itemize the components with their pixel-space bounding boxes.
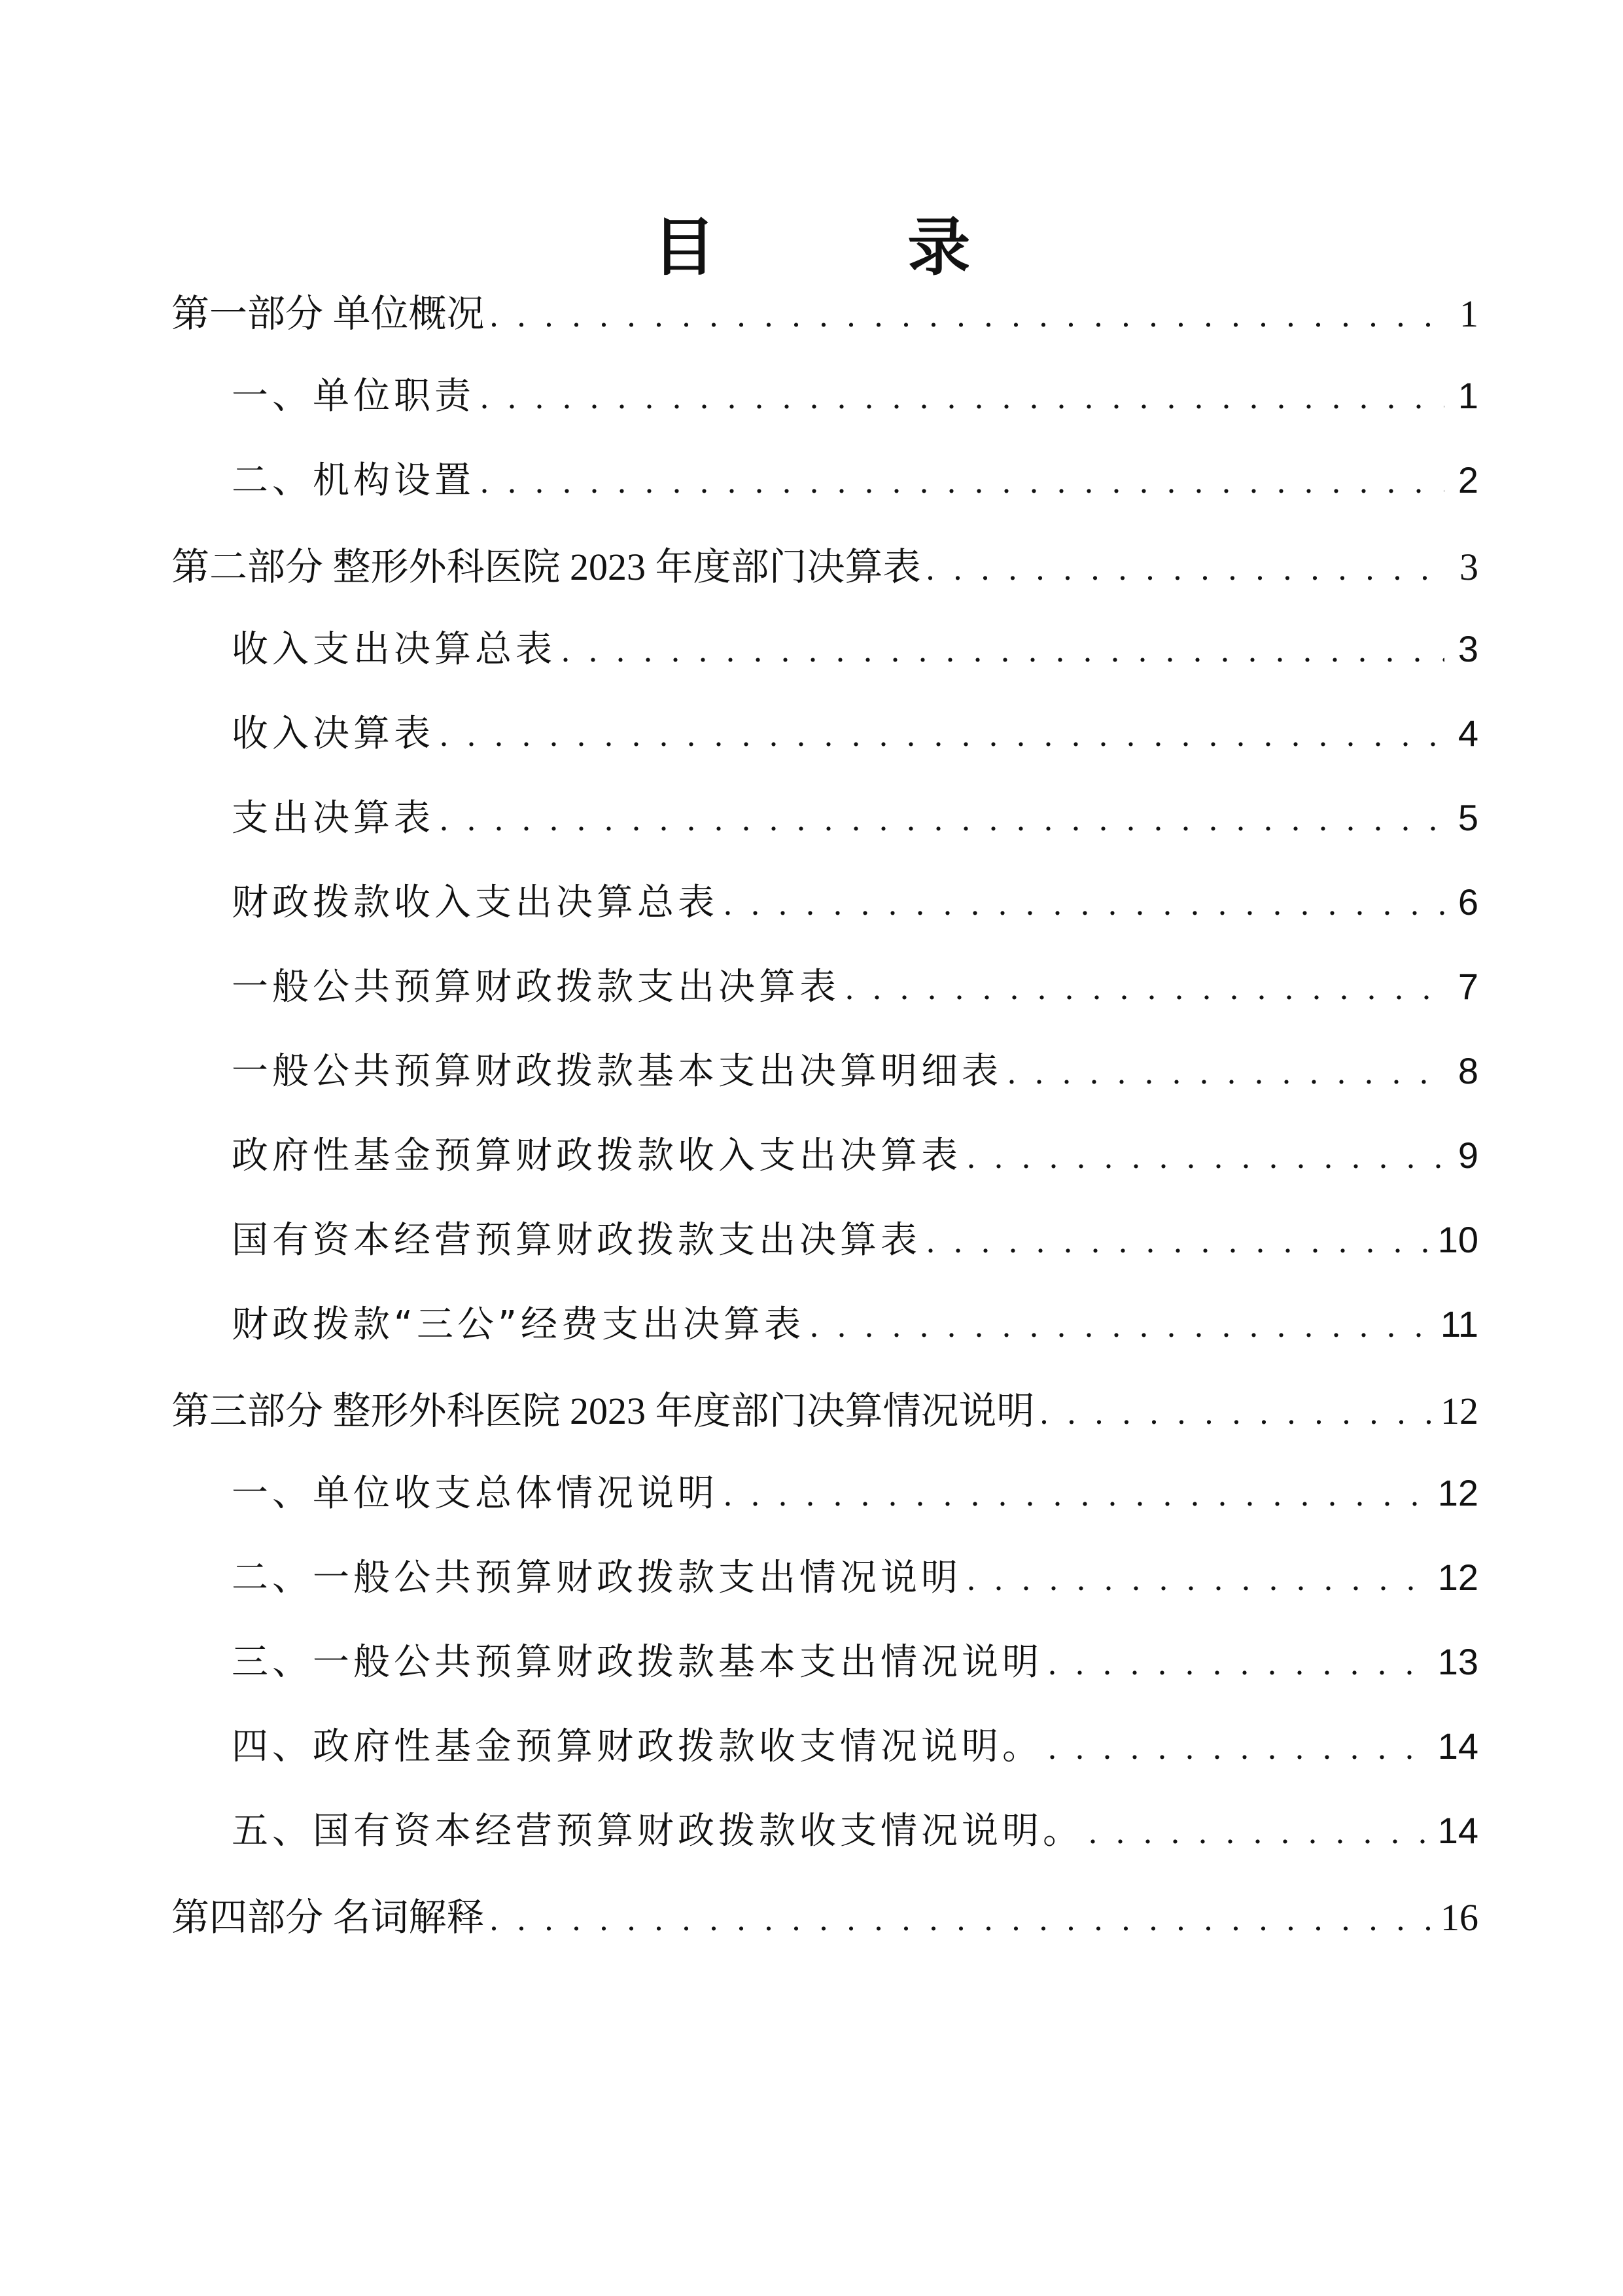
toc-entry-page-number: 14 [1437, 1810, 1478, 1851]
toc-entry-page-number: 8 [1457, 1050, 1478, 1091]
dot-leader [440, 800, 1444, 839]
toc-entry[interactable] [171, 1042, 1478, 1127]
toc-entry-label: 四、政府性基金预算财政拨款收支情况说明。 [232, 1725, 1043, 1768]
dot-leader [480, 378, 1444, 417]
toc-entry-page-number: 6 [1457, 881, 1478, 923]
toc-entry[interactable] [171, 620, 1478, 705]
toc-entry-page-number: 1 [1459, 292, 1478, 335]
toc-entry[interactable] [171, 705, 1478, 789]
toc-entry[interactable] [171, 1464, 1478, 1549]
toc-entry-page-number: 9 [1457, 1135, 1478, 1176]
table-of-contents [171, 283, 1478, 1971]
toc-entry-label: 国有资本经营预算财政拨款支出决算表 [232, 1219, 921, 1262]
toc-entry[interactable] [171, 1211, 1478, 1296]
dot-leader [1048, 1644, 1430, 1683]
toc-entry-label: 第四部分 名词解释 [171, 1896, 485, 1939]
toc-entry[interactable] [171, 1718, 1478, 1802]
toc-entry-label: 第三部分 整形外科医院 2023 年度部门决算情况说明 [171, 1390, 1035, 1432]
toc-entry-label: 收入支出决算总表 [232, 628, 556, 671]
toc-entry[interactable] [171, 1549, 1478, 1633]
dot-leader [810, 1307, 1433, 1345]
toc-entry[interactable] [171, 958, 1478, 1042]
toc-entry-label: 第一部分 单位概况 [171, 292, 485, 335]
dot-leader [1048, 1729, 1430, 1767]
dot-leader [440, 716, 1444, 754]
toc-entry[interactable] [171, 283, 1478, 367]
dot-leader [1007, 1053, 1444, 1092]
toc-entry-page-number: 12 [1437, 1472, 1478, 1513]
toc-entry[interactable] [171, 874, 1478, 958]
dot-leader [724, 885, 1444, 923]
toc-entry-page-number: 5 [1457, 797, 1478, 838]
toc-entry-label: 二、一般公共预算财政拨款支出情况说明 [232, 1557, 962, 1599]
dot-leader [490, 1900, 1433, 1939]
toc-entry-label: 五、国有资本经营预算财政拨款收支情况说明。 [232, 1810, 1083, 1852]
toc-entry-page-number: 7 [1457, 966, 1478, 1007]
dot-leader [561, 631, 1444, 670]
dot-leader [926, 550, 1444, 588]
toc-entry-page-number: 10 [1437, 1219, 1478, 1260]
toc-entry-label: 收入决算表 [232, 713, 434, 755]
toc-entry-label: 一般公共预算财政拨款基本支出决算明细表 [232, 1050, 1002, 1093]
toc-title: 目 录 [652, 210, 1056, 284]
toc-entry-label: 二、机构设置 [232, 459, 475, 502]
toc-entry-label: 一、单位职责 [232, 375, 475, 417]
toc-entry[interactable] [171, 1633, 1478, 1718]
toc-entry-page-number: 1 [1457, 375, 1478, 416]
toc-entry-page-number: 14 [1437, 1725, 1478, 1767]
toc-entry-page-number: 12 [1437, 1557, 1478, 1598]
toc-entry-page-number: 3 [1459, 546, 1478, 588]
dot-leader [490, 296, 1444, 335]
dot-leader [967, 1138, 1444, 1176]
toc-entry-page-number: 12 [1440, 1390, 1478, 1432]
toc-entry-label: 三、一般公共预算财政拨款基本支出情况说明 [232, 1641, 1043, 1684]
toc-entry-page-number: 3 [1457, 628, 1478, 669]
dot-leader [724, 1475, 1430, 1514]
toc-entry-label: 财政拨款收入支出决算总表 [232, 881, 718, 924]
toc-entry-label: 一、单位收支总体情况说明 [232, 1472, 718, 1515]
toc-entry[interactable] [171, 536, 1478, 620]
toc-entry-page-number: 13 [1437, 1641, 1478, 1682]
toc-entry[interactable] [171, 1886, 1478, 1971]
toc-entry[interactable] [171, 1127, 1478, 1211]
toc-entry-label: 财政拨款“三公”经费支出决算表 [232, 1303, 805, 1346]
toc-entry[interactable] [171, 789, 1478, 874]
toc-entry-page-number: 11 [1440, 1303, 1478, 1345]
toc-entry[interactable] [171, 1802, 1478, 1886]
toc-entry-page-number: 16 [1440, 1896, 1478, 1939]
toc-entry-label: 第二部分 整形外科医院 2023 年度部门决算表 [171, 546, 921, 588]
toc-entry[interactable] [171, 1380, 1478, 1464]
dot-leader [845, 969, 1444, 1008]
toc-entry[interactable] [171, 367, 1478, 451]
toc-entry[interactable] [171, 1296, 1478, 1380]
dot-leader [926, 1222, 1430, 1261]
toc-entry-page-number: 4 [1457, 713, 1478, 754]
toc-entry-page-number: 2 [1457, 459, 1478, 501]
toc-entry-label: 政府性基金预算财政拨款收入支出决算表 [232, 1135, 962, 1177]
toc-entry-label: 一般公共预算财政拨款支出决算表 [232, 966, 840, 1008]
dot-leader [967, 1560, 1430, 1598]
dot-leader [1040, 1394, 1433, 1432]
dot-leader [1089, 1813, 1430, 1852]
toc-entry-label: 支出决算表 [232, 797, 434, 839]
toc-entry[interactable] [171, 451, 1478, 536]
dot-leader [480, 463, 1444, 501]
